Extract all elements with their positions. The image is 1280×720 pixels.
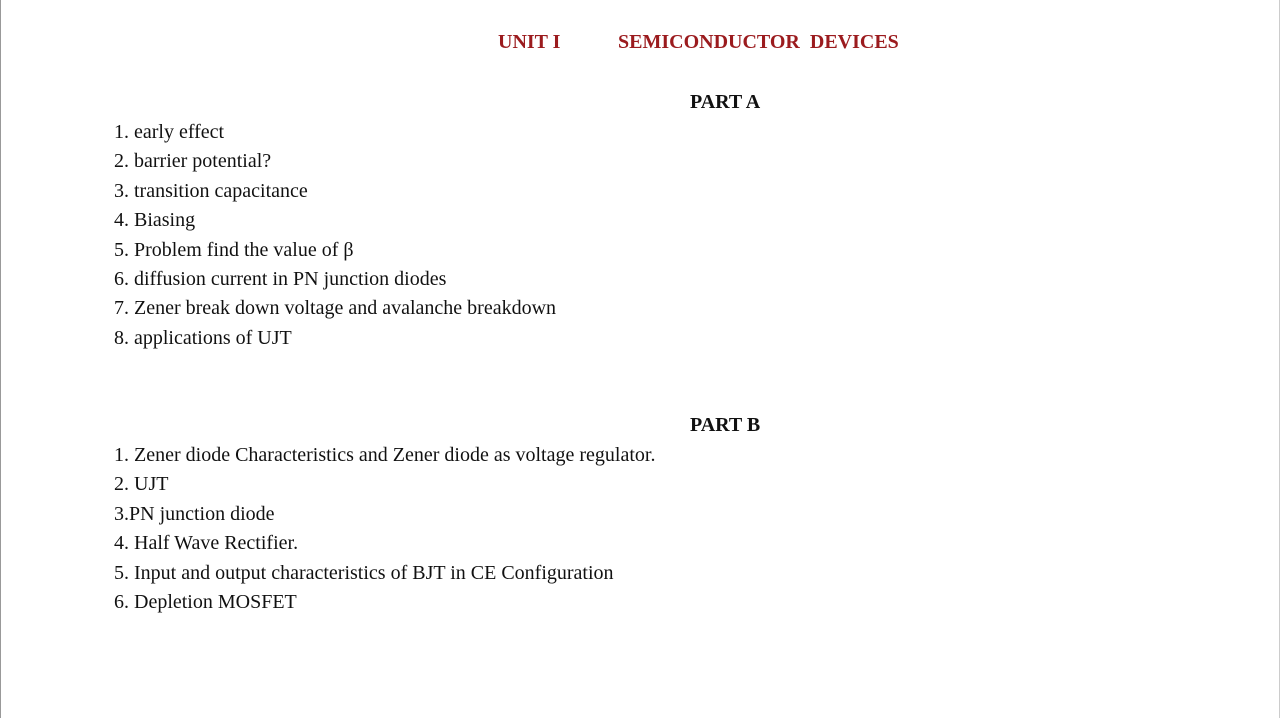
list-item: 8. applications of UJT xyxy=(114,326,292,349)
list-item: 7. Zener break down voltage and avalanche breakdown xyxy=(114,297,557,320)
part-b-list xyxy=(114,441,655,617)
list-item: 2. UJT xyxy=(114,473,169,496)
list-item: 3. transition capacitance xyxy=(114,179,308,202)
list-item: 4. Half Wave Rectifier. xyxy=(114,532,299,555)
part-a-list xyxy=(114,118,556,353)
unit-label: UNIT I xyxy=(498,31,561,53)
part-a-heading: PART A xyxy=(690,91,761,113)
list-item: 6. Depletion MOSFET xyxy=(114,590,297,613)
list-item: 6. diffusion current in PN junction diodes xyxy=(114,267,447,290)
list-item: 2. barrier potential? xyxy=(114,150,272,173)
list-item: 4. Biasing xyxy=(114,209,196,232)
list-item: 5. Problem find the value of β xyxy=(114,238,354,261)
list-item: 3.PN junction diode xyxy=(114,502,275,525)
unit-title: SEMICONDUCTOR DEVICES xyxy=(618,31,899,53)
part-b-heading: PART B xyxy=(690,414,761,436)
list-item: 1. early effect xyxy=(114,121,225,143)
list-item: 1. Zener diode Characteristics and Zener diode as voltage regulator. xyxy=(114,444,656,466)
list-item: 5. Input and output characteristics of BJT in CE Configuration xyxy=(114,561,614,584)
